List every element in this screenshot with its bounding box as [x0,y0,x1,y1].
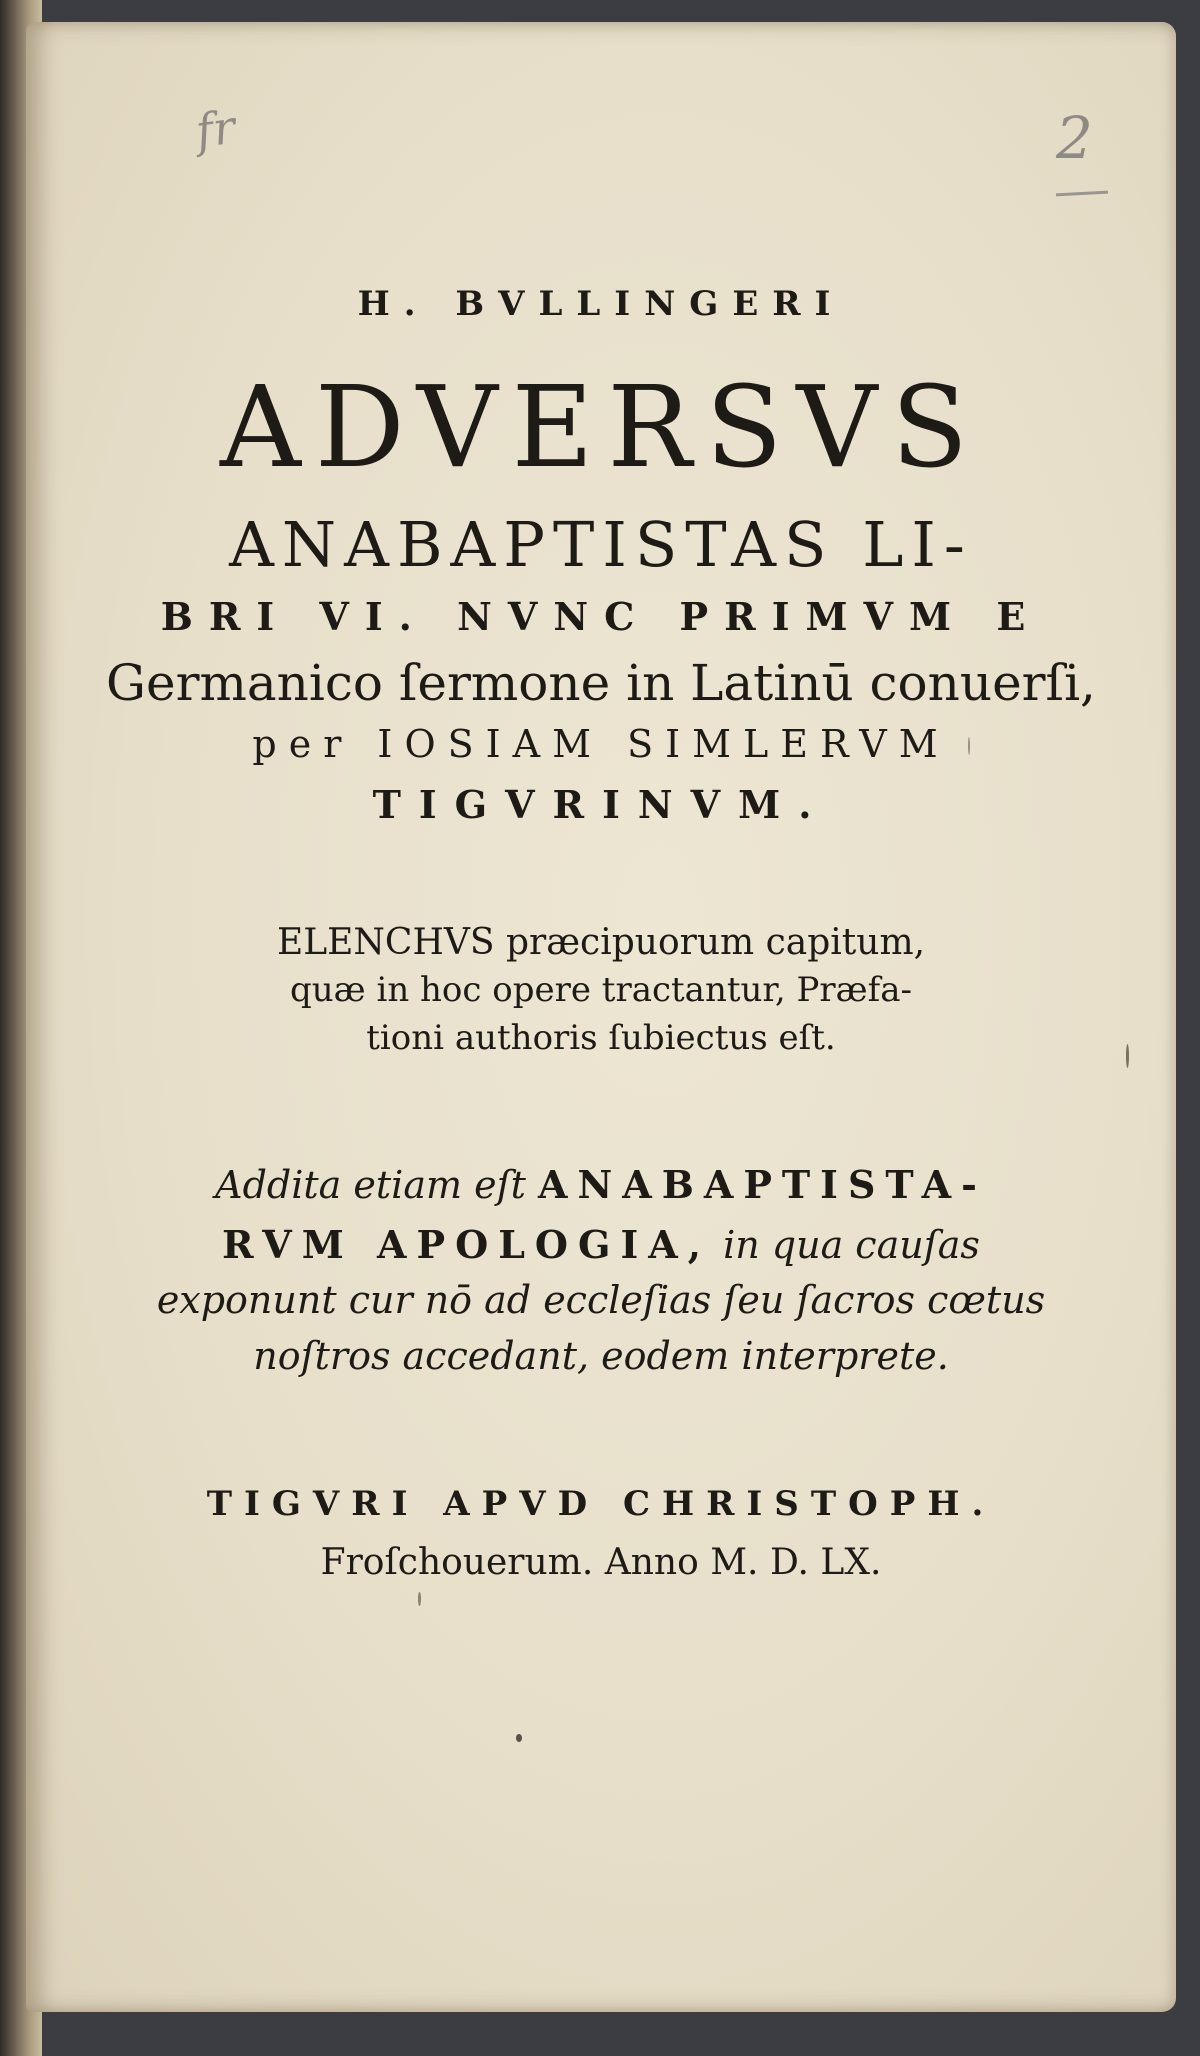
author-line: H. BVLLINGERI [357,284,845,324]
addita-caps-text: ANABAPTISTA- [538,1162,987,1207]
title-line-2: BRI VI. NVNC PRIMVM E [160,594,1042,639]
imprint-line-1: TIGVRI APVD CHRISTOPH. [206,1484,996,1524]
paper-speck [418,1592,421,1606]
addita-line-1 [26,1162,1176,1207]
pencil-page-number: 2 [1056,104,1093,172]
pencil-annotation: fr [192,99,239,159]
addita-italic-text: Addita etiam eſt [215,1163,526,1207]
elenchus-line-2: quæ in hoc opere tractantur, Præfa- [290,970,912,1010]
title-page [26,22,1176,2012]
paper-speck [968,737,970,755]
title-main: ADVERSVS [219,363,982,493]
imprint-line-2: Froſchouerum. Anno M. D. LX. [320,1542,882,1583]
pencil-underline [1056,191,1108,197]
paper-speck [1126,1044,1129,1068]
elenchus-line-3: tioni authoris ſubiectus eſt. [366,1018,836,1058]
apologia-caps-text: RVM APOLOGIA, [222,1222,711,1267]
addita-line-3: exponunt cur nō ad eccleſias ſeu ſacros cœtus [156,1278,1046,1322]
title-line-4: per IOSIAM SIMLERVM [252,722,950,766]
title-line-5: TIGVRINVM. [372,782,830,827]
addita-line-4: noſtros accedant, eodem interprete. [253,1334,949,1378]
elenchus-line-1: ELENCHVS præcipuorum capitum, [276,922,926,963]
apologia-italic-text: in qua cauſas [723,1223,980,1267]
title-line-1: ANABAPTISTAS LI- [229,508,973,581]
addita-line-2 [26,1222,1176,1267]
paper-speck [516,1734,522,1742]
title-line-3: Germanico ſermone in Latinū conuerſi, [106,654,1096,712]
